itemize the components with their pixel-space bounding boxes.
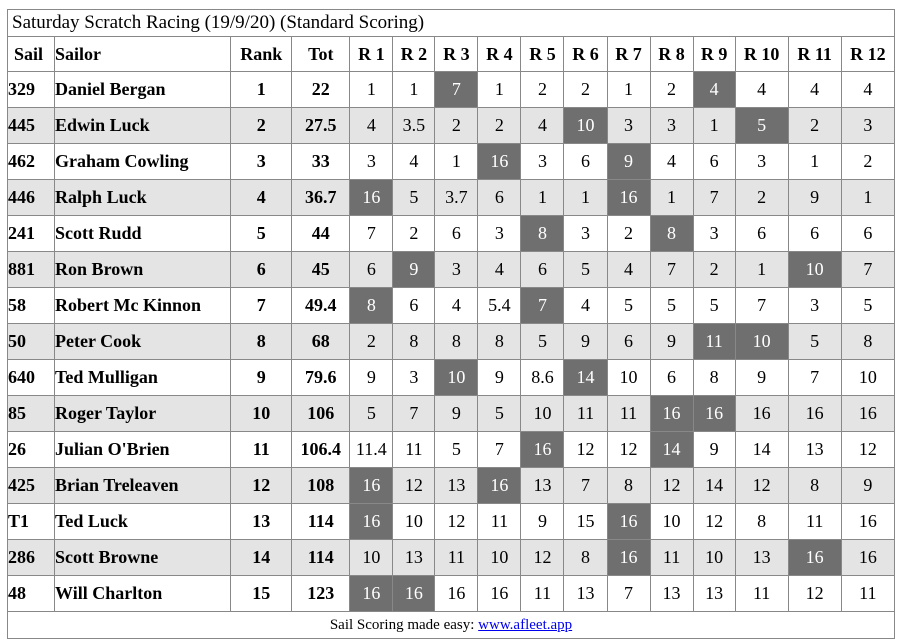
race-score-discarded: 8 bbox=[350, 288, 393, 324]
race-score: 1 bbox=[478, 72, 521, 108]
race-score: 11 bbox=[393, 432, 435, 468]
race-score: 3 bbox=[788, 288, 841, 324]
race-score: 16 bbox=[841, 504, 894, 540]
race-score-discarded: 16 bbox=[521, 432, 564, 468]
column-header: Tot bbox=[292, 37, 350, 72]
race-score: 10 bbox=[841, 360, 894, 396]
table-row bbox=[8, 432, 895, 468]
race-score: 4 bbox=[735, 72, 788, 108]
race-score: 9 bbox=[788, 180, 841, 216]
race-score: 8 bbox=[607, 468, 650, 504]
race-score: 3 bbox=[393, 360, 435, 396]
race-score: 3 bbox=[841, 108, 894, 144]
sailor-name: Daniel Bergan bbox=[55, 72, 231, 108]
race-score: 3 bbox=[521, 144, 564, 180]
sailor-name: Julian O'Brien bbox=[55, 432, 231, 468]
race-score-discarded: 16 bbox=[788, 540, 841, 576]
race-score: 16 bbox=[841, 396, 894, 432]
sail-number: 425 bbox=[8, 468, 55, 504]
race-score: 12 bbox=[788, 576, 841, 612]
race-score: 7 bbox=[607, 576, 650, 612]
race-score: 3 bbox=[350, 144, 393, 180]
race-score: 5 bbox=[478, 396, 521, 432]
rank-value: 15 bbox=[231, 576, 292, 612]
race-score: 6 bbox=[393, 288, 435, 324]
rank-value: 12 bbox=[231, 468, 292, 504]
total-value: 33 bbox=[292, 144, 350, 180]
rank-value: 10 bbox=[231, 396, 292, 432]
race-score-discarded: 5 bbox=[735, 108, 788, 144]
race-score-discarded: 16 bbox=[607, 180, 650, 216]
race-score: 7 bbox=[693, 180, 735, 216]
race-score: 16 bbox=[841, 540, 894, 576]
race-score: 13 bbox=[521, 468, 564, 504]
race-score-discarded: 16 bbox=[350, 468, 393, 504]
race-score: 1 bbox=[564, 180, 607, 216]
sail-number: 881 bbox=[8, 252, 55, 288]
column-header: R 11 bbox=[788, 37, 841, 72]
sail-number: T1 bbox=[8, 504, 55, 540]
race-score: 11 bbox=[788, 504, 841, 540]
race-score: 3 bbox=[607, 108, 650, 144]
race-score: 12 bbox=[607, 432, 650, 468]
race-score-discarded: 14 bbox=[650, 432, 693, 468]
race-score: 9 bbox=[435, 396, 478, 432]
table-row bbox=[8, 72, 895, 108]
sailor-name: Ted Mulligan bbox=[55, 360, 231, 396]
column-header: R 1 bbox=[350, 37, 393, 72]
race-score: 6 bbox=[435, 216, 478, 252]
race-score: 6 bbox=[735, 216, 788, 252]
race-score: 2 bbox=[564, 72, 607, 108]
sail-number: 48 bbox=[8, 576, 55, 612]
race-score: 16 bbox=[435, 576, 478, 612]
race-score: 7 bbox=[350, 216, 393, 252]
race-score: 8 bbox=[788, 468, 841, 504]
column-header: R 8 bbox=[650, 37, 693, 72]
race-score: 2 bbox=[350, 324, 393, 360]
sailor-name: Ted Luck bbox=[55, 504, 231, 540]
total-value: 79.6 bbox=[292, 360, 350, 396]
race-score: 1 bbox=[350, 72, 393, 108]
sail-number: 640 bbox=[8, 360, 55, 396]
race-score: 4 bbox=[564, 288, 607, 324]
race-score: 5 bbox=[435, 432, 478, 468]
sailor-name: Scott Rudd bbox=[55, 216, 231, 252]
race-score: 3 bbox=[435, 252, 478, 288]
race-score: 1 bbox=[521, 180, 564, 216]
race-score: 14 bbox=[735, 432, 788, 468]
total-value: 49.4 bbox=[292, 288, 350, 324]
race-score: 3 bbox=[735, 144, 788, 180]
rank-value: 7 bbox=[231, 288, 292, 324]
rank-value: 11 bbox=[231, 432, 292, 468]
race-score: 1 bbox=[393, 72, 435, 108]
rank-value: 9 bbox=[231, 360, 292, 396]
race-score: 9 bbox=[650, 324, 693, 360]
race-score: 5 bbox=[788, 324, 841, 360]
race-score-discarded: 16 bbox=[350, 504, 393, 540]
race-score: 3.5 bbox=[393, 108, 435, 144]
race-score: 4 bbox=[521, 108, 564, 144]
race-score: 6 bbox=[521, 252, 564, 288]
race-score: 8 bbox=[393, 324, 435, 360]
race-score-discarded: 16 bbox=[478, 468, 521, 504]
rank-value: 13 bbox=[231, 504, 292, 540]
race-score-discarded: 16 bbox=[350, 576, 393, 612]
rank-value: 3 bbox=[231, 144, 292, 180]
total-value: 114 bbox=[292, 504, 350, 540]
results-body bbox=[8, 72, 895, 612]
race-score: 8 bbox=[841, 324, 894, 360]
race-score: 7 bbox=[393, 396, 435, 432]
total-value: 36.7 bbox=[292, 180, 350, 216]
race-score: 14 bbox=[693, 468, 735, 504]
race-score: 8 bbox=[735, 504, 788, 540]
race-score: 13 bbox=[693, 576, 735, 612]
total-value: 68 bbox=[292, 324, 350, 360]
table-row bbox=[8, 216, 895, 252]
race-score: 6 bbox=[788, 216, 841, 252]
total-value: 123 bbox=[292, 576, 350, 612]
table-row bbox=[8, 252, 895, 288]
race-score: 10 bbox=[393, 504, 435, 540]
race-score: 9 bbox=[735, 360, 788, 396]
rank-value: 6 bbox=[231, 252, 292, 288]
race-score: 2 bbox=[693, 252, 735, 288]
race-score: 6 bbox=[693, 144, 735, 180]
rank-value: 8 bbox=[231, 324, 292, 360]
race-score: 7 bbox=[650, 252, 693, 288]
race-score: 10 bbox=[650, 504, 693, 540]
race-score: 10 bbox=[693, 540, 735, 576]
total-value: 27.5 bbox=[292, 108, 350, 144]
race-score-discarded: 8 bbox=[650, 216, 693, 252]
race-score: 12 bbox=[564, 432, 607, 468]
race-score: 8.6 bbox=[521, 360, 564, 396]
race-score: 2 bbox=[393, 216, 435, 252]
race-score: 1 bbox=[735, 252, 788, 288]
race-score: 1 bbox=[435, 144, 478, 180]
race-score: 4 bbox=[607, 252, 650, 288]
sail-number: 445 bbox=[8, 108, 55, 144]
race-score: 10 bbox=[521, 396, 564, 432]
race-score: 9 bbox=[478, 360, 521, 396]
race-score: 5 bbox=[393, 180, 435, 216]
table-row bbox=[8, 288, 895, 324]
column-header: Sail bbox=[8, 37, 55, 72]
race-score: 13 bbox=[564, 576, 607, 612]
race-score: 11 bbox=[521, 576, 564, 612]
table-title: Saturday Scratch Racing (19/9/20) (Standard Scoring) bbox=[8, 10, 895, 37]
race-score-discarded: 16 bbox=[607, 540, 650, 576]
race-score: 16 bbox=[478, 576, 521, 612]
total-value: 44 bbox=[292, 216, 350, 252]
race-score: 12 bbox=[650, 468, 693, 504]
race-score: 2 bbox=[735, 180, 788, 216]
sailor-name: Edwin Luck bbox=[55, 108, 231, 144]
race-score-discarded: 7 bbox=[435, 72, 478, 108]
sailor-name: Brian Treleaven bbox=[55, 468, 231, 504]
race-score: 3 bbox=[693, 216, 735, 252]
column-header: Sailor bbox=[55, 37, 231, 72]
race-score: 11 bbox=[650, 540, 693, 576]
sailor-name: Peter Cook bbox=[55, 324, 231, 360]
race-score: 6 bbox=[350, 252, 393, 288]
race-score: 11 bbox=[735, 576, 788, 612]
race-score: 3 bbox=[564, 216, 607, 252]
race-score: 7 bbox=[841, 252, 894, 288]
race-score: 2 bbox=[521, 72, 564, 108]
rank-value: 5 bbox=[231, 216, 292, 252]
race-score-discarded: 16 bbox=[350, 180, 393, 216]
table-row bbox=[8, 468, 895, 504]
race-score: 12 bbox=[393, 468, 435, 504]
table-row bbox=[8, 108, 895, 144]
race-score: 16 bbox=[788, 396, 841, 432]
total-value: 106.4 bbox=[292, 432, 350, 468]
total-value: 114 bbox=[292, 540, 350, 576]
race-score: 11.4 bbox=[350, 432, 393, 468]
race-score: 3 bbox=[478, 216, 521, 252]
race-score-discarded: 8 bbox=[521, 216, 564, 252]
total-value: 22 bbox=[292, 72, 350, 108]
table-row bbox=[8, 360, 895, 396]
column-header: R 2 bbox=[393, 37, 435, 72]
race-score: 10 bbox=[350, 540, 393, 576]
race-score: 2 bbox=[478, 108, 521, 144]
sailor-name: Roger Taylor bbox=[55, 396, 231, 432]
total-value: 108 bbox=[292, 468, 350, 504]
sail-number: 85 bbox=[8, 396, 55, 432]
race-score-discarded: 9 bbox=[393, 252, 435, 288]
race-score: 6 bbox=[607, 324, 650, 360]
race-score: 4 bbox=[393, 144, 435, 180]
race-score: 4 bbox=[788, 72, 841, 108]
race-score: 11 bbox=[435, 540, 478, 576]
race-score: 12 bbox=[841, 432, 894, 468]
race-score: 13 bbox=[650, 576, 693, 612]
race-score: 13 bbox=[735, 540, 788, 576]
race-score: 8 bbox=[478, 324, 521, 360]
race-score-discarded: 14 bbox=[564, 360, 607, 396]
race-score: 1 bbox=[788, 144, 841, 180]
race-score: 5 bbox=[521, 324, 564, 360]
sailor-name: Robert Mc Kinnon bbox=[55, 288, 231, 324]
race-score: 6 bbox=[650, 360, 693, 396]
race-score-discarded: 7 bbox=[521, 288, 564, 324]
race-score-discarded: 16 bbox=[478, 144, 521, 180]
race-score: 5 bbox=[607, 288, 650, 324]
race-score-discarded: 10 bbox=[564, 108, 607, 144]
race-score: 6 bbox=[478, 180, 521, 216]
race-score-discarded: 16 bbox=[607, 504, 650, 540]
footer-text: Sail Scoring made easy: bbox=[329, 616, 479, 633]
race-score: 8 bbox=[435, 324, 478, 360]
race-score: 11 bbox=[607, 396, 650, 432]
race-score: 6 bbox=[841, 216, 894, 252]
table-row bbox=[8, 144, 895, 180]
race-score: 2 bbox=[607, 216, 650, 252]
sail-number: 50 bbox=[8, 324, 55, 360]
race-score: 2 bbox=[435, 108, 478, 144]
column-header: Rank bbox=[231, 37, 292, 72]
race-score: 8 bbox=[693, 360, 735, 396]
rank-value: 4 bbox=[231, 180, 292, 216]
race-score: 9 bbox=[350, 360, 393, 396]
table-row bbox=[8, 576, 895, 612]
race-score: 10 bbox=[478, 540, 521, 576]
rank-value: 14 bbox=[231, 540, 292, 576]
race-score-discarded: 10 bbox=[788, 252, 841, 288]
race-score: 9 bbox=[841, 468, 894, 504]
column-header: R 3 bbox=[435, 37, 478, 72]
column-header: R 10 bbox=[735, 37, 788, 72]
sail-number: 58 bbox=[8, 288, 55, 324]
table-row bbox=[8, 396, 895, 432]
race-score: 12 bbox=[735, 468, 788, 504]
race-score: 3.7 bbox=[435, 180, 478, 216]
race-score-discarded: 11 bbox=[693, 324, 735, 360]
race-score: 11 bbox=[841, 576, 894, 612]
race-score: 3 bbox=[650, 108, 693, 144]
table-row bbox=[8, 504, 895, 540]
table-row bbox=[8, 540, 895, 576]
sailor-name: Ralph Luck bbox=[55, 180, 231, 216]
table-row bbox=[8, 324, 895, 360]
race-score: 1 bbox=[607, 72, 650, 108]
race-score: 16 bbox=[735, 396, 788, 432]
race-score: 5.4 bbox=[478, 288, 521, 324]
sailor-name: Will Charlton bbox=[55, 576, 231, 612]
column-header: R 7 bbox=[607, 37, 650, 72]
race-score: 11 bbox=[478, 504, 521, 540]
race-score-discarded: 9 bbox=[607, 144, 650, 180]
race-score: 4 bbox=[478, 252, 521, 288]
race-score: 7 bbox=[735, 288, 788, 324]
race-score: 5 bbox=[564, 252, 607, 288]
table-row bbox=[8, 180, 895, 216]
column-header: R 12 bbox=[841, 37, 894, 72]
results-table bbox=[7, 9, 895, 639]
total-value: 106 bbox=[292, 396, 350, 432]
race-score-discarded: 4 bbox=[693, 72, 735, 108]
race-score: 7 bbox=[478, 432, 521, 468]
race-score: 4 bbox=[435, 288, 478, 324]
column-header: R 4 bbox=[478, 37, 521, 72]
race-score: 9 bbox=[564, 324, 607, 360]
footer bbox=[8, 612, 895, 639]
race-score: 2 bbox=[788, 108, 841, 144]
sailor-name: Graham Cowling bbox=[55, 144, 231, 180]
sail-number: 286 bbox=[8, 540, 55, 576]
rank-value: 1 bbox=[231, 72, 292, 108]
sail-number: 462 bbox=[8, 144, 55, 180]
race-score: 5 bbox=[693, 288, 735, 324]
race-score-discarded: 10 bbox=[435, 360, 478, 396]
race-score: 13 bbox=[788, 432, 841, 468]
race-score: 2 bbox=[841, 144, 894, 180]
race-score: 5 bbox=[841, 288, 894, 324]
race-score-discarded: 16 bbox=[650, 396, 693, 432]
sailor-name: Scott Browne bbox=[55, 540, 231, 576]
total-value: 45 bbox=[292, 252, 350, 288]
race-score: 1 bbox=[693, 108, 735, 144]
column-header: R 5 bbox=[521, 37, 564, 72]
rank-value: 2 bbox=[231, 108, 292, 144]
sail-number: 446 bbox=[8, 180, 55, 216]
race-score: 10 bbox=[607, 360, 650, 396]
race-score: 6 bbox=[564, 144, 607, 180]
afleet-link[interactable]: www.afleet.app bbox=[478, 616, 573, 633]
race-score: 13 bbox=[435, 468, 478, 504]
race-score: 12 bbox=[693, 504, 735, 540]
race-score: 8 bbox=[564, 540, 607, 576]
race-score: 9 bbox=[693, 432, 735, 468]
race-score: 7 bbox=[788, 360, 841, 396]
race-score: 5 bbox=[650, 288, 693, 324]
race-score: 5 bbox=[350, 396, 393, 432]
race-score: 9 bbox=[521, 504, 564, 540]
header-row bbox=[8, 37, 895, 72]
race-score: 12 bbox=[435, 504, 478, 540]
sail-number: 241 bbox=[8, 216, 55, 252]
race-score: 4 bbox=[841, 72, 894, 108]
column-header: R 9 bbox=[693, 37, 735, 72]
race-score-discarded: 10 bbox=[735, 324, 788, 360]
sail-number: 329 bbox=[8, 72, 55, 108]
sail-number: 26 bbox=[8, 432, 55, 468]
race-score: 1 bbox=[841, 180, 894, 216]
race-score-discarded: 16 bbox=[393, 576, 435, 612]
sailor-name: Ron Brown bbox=[55, 252, 231, 288]
race-score: 11 bbox=[564, 396, 607, 432]
race-score-discarded: 16 bbox=[693, 396, 735, 432]
race-score: 12 bbox=[521, 540, 564, 576]
race-score: 4 bbox=[350, 108, 393, 144]
race-score: 13 bbox=[393, 540, 435, 576]
race-score: 4 bbox=[650, 144, 693, 180]
race-score: 7 bbox=[564, 468, 607, 504]
race-score: 15 bbox=[564, 504, 607, 540]
column-header: R 6 bbox=[564, 37, 607, 72]
race-score: 2 bbox=[650, 72, 693, 108]
race-score: 1 bbox=[650, 180, 693, 216]
